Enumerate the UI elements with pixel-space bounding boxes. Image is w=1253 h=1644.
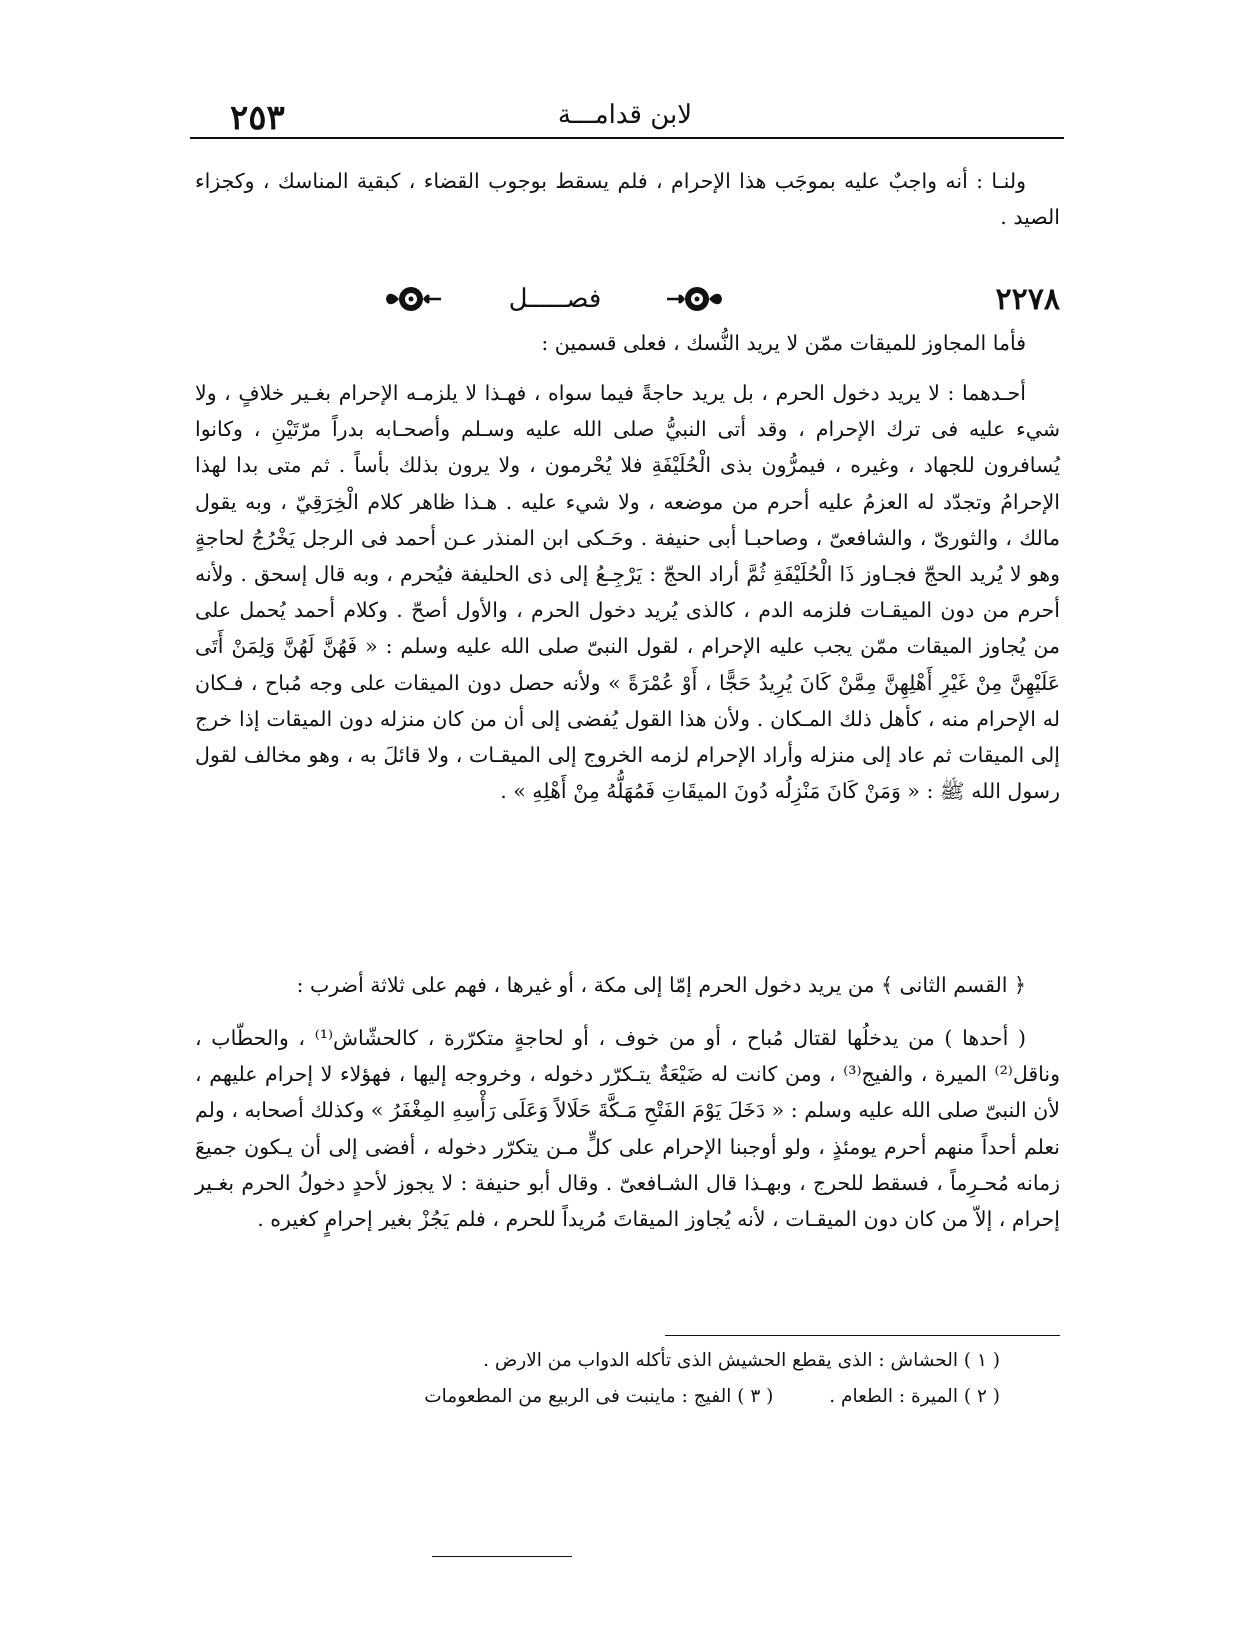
ornament-icon	[385, 284, 443, 314]
page-header	[190, 92, 1060, 140]
ornament-icon	[665, 284, 723, 314]
paragraph-first-category: أحـدهما : لا يريد دخول الحرم ، بل يريد حاجةً فيما سواه ، فهـذا لا يلزمـه الإحرام بغـير خلافٍ ، ولا شيء عليه فى ترك الإحرام ، وقد أتى النبيُّ صلى الله عليه وسـلم وأصحـابه بدراً مرّتَيْنِ ، وكانوا يُسافرون للجهاد ، وغيره ، فيمرُّون بذى الْحُلَيْفَةِ فلا يُحْرمون ، ولا يرون بذلك بأساً . ثم متى بدا لهذا الإحرامُ وتجدّد له العزمُ عليه أحرم من موضعه ، ولا شيء عليه . هـذا ظاهر كلام الْخِرَقِيّ ، وبه يقول مالك ، والثورىّ ، والشافعىّ ، وصاحبـا أبى حنيفة . وحَـكى ابن المنذر عـن أحمد فى الرجل يَخْرُجُ لحاجةٍ وهو لا يُريد الحجّ فجـاوز ذَا الْحُلَيْفَةِ ثُمَّ أراد الحجّ : يَرْجِـعُ إلى ذى الحليفة فيُحرم ، وبه قال إسحق . ولأنه أحرم من دون الميقـات فلزمه الدم ، كالذى يُريد دخول الحرم ، والأول أصحّ . وكلام أحمد يُحمل على من يُجاوز الميقات ممّن يجب عليه الإحرام ، لقول النبىّ صلى الله عليه وسلم : « فَهُنَّ لَهُنَّ وَلِمَنْ أَتَى عَلَيْهِنَّ مِنْ غَيْرِ أَهْلِهِنَّ مِمَّنْ كَانَ يُرِيدُ حَجًّا ، أَوْ عُمْرَةً » ولأنه حصل دون الميقات على وجه مُباح ، فـكان له الإحرام منه ، كأهل ذلك المـكان . ولأن هذا القول يُفضى إلى أن من كان منزله دون الميقات إذا خرج إلى الميقات ثم عاد إلى منزله وأراد الإحرام لزمه الخروج إلى الميقـات ، ولا قائلَ به ، وهو مخالف لقول رسول الله ﷺ : « وَمَنْ كَانَ مَنْزِلُه دُونَ الميقَاتِ فَمُهَلُّهُ مِنْ أَهْلِهِ » .	[195, 381, 1060, 804]
bottom-divider	[432, 1556, 572, 1557]
footnote-divider	[665, 1335, 1060, 1336]
paragraph-first-type: ( أحدها ) من يدخلُها لقتال مُباح ، أو من خوف ، أو لحاجةٍ متكرّرة ، كالحشّاش⁽¹⁾ ، والحطّاب ، وناقل⁽²⁾ الميرة ، والفيج⁽³⁾ ، ومن كانت له ضَيْعَةٌ يتـكرّر دخوله ، وخروجه إليها ، فهؤلاء لا إحرام عليهم ، لأن النبىّ صلى الله عليه وسلم : « دَخَلَ يَوْمَ الفَتْحِ مَـكَّةَ حَلَالاً وَعَلَى رَأْسِهِ المِغْفَرُ » وكذلك أصحابه ، ولم نعلم أحداً منهم أحرم يومئذٍ ، ولو أوجبنا الإحرام على كلٍّ مـن يتكرّر دخوله ، أفضى إلى أن يـكون جميعَ زمانه مُحـرِماً ، فسقط للحرج ، وبهـذا قال الشـافعىّ . وقال أبو حنيفة : لا يجوز لأحدٍ دخولُ الحرم بغـير إحرام ، إلاّ من كان دون الميقـات ، لأنه يُجاوز الميقاتَ مُريداً للحرم ، فلم يَجُزْ بغير إحرامٍ كغيره .	[195, 1026, 1060, 1232]
paragraph-intro: فأما المجاوز للميقات ممّن لا يريد النُّسك ، فعلى قسمين :	[541, 331, 1026, 355]
section-heading	[195, 280, 1060, 324]
section-number: ٢٢٧٨	[995, 282, 1060, 317]
footnote-2-3	[300, 1379, 1000, 1415]
footnotes	[300, 1343, 1000, 1415]
paragraph-conclusion: ولنـا : أنه واجبٌ عليه بموجَب هذا الإحرام ، فلم يسقط بوجوب القضاء ، كبقية المناسك ، وكجزاء الصيد .	[195, 169, 1060, 230]
footnote-2: ( ٢ ) الميرة : الطعام .	[829, 1386, 1000, 1407]
running-title: لابن قدامـــة	[557, 100, 693, 130]
footnote-1: ( ١ ) الحشاش : الذى يقطع الحشيش الذى تأكله الدواب من الارض .	[483, 1350, 1000, 1371]
page-number: ٢٥٣	[230, 98, 285, 138]
footnote-3: ( ٣ ) الفيج : ماينبت فى الربيع من المطعومات	[424, 1386, 774, 1407]
section-title: فصـــــل	[508, 284, 602, 314]
paragraph-second-category: ﴿ القسم الثانى ﴾ من يريد دخول الحرم إمّا إلى مكة ، أو غيرها ، فهم على ثلاثة أضرب :	[296, 973, 1026, 997]
header-divider	[190, 137, 1064, 139]
